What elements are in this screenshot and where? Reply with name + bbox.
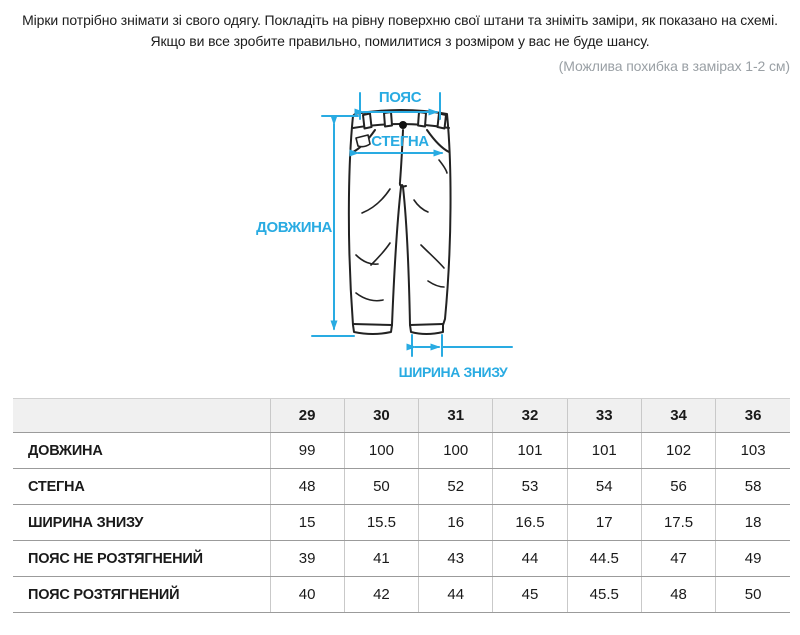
size-column-header: 29 <box>270 399 344 433</box>
table-row <box>13 505 790 541</box>
size-column-header: 32 <box>493 399 567 433</box>
row-label: ДОВЖИНА <box>13 433 270 469</box>
table-cell: 52 <box>419 469 493 505</box>
table-cell: 16.5 <box>493 505 567 541</box>
table-cell: 16 <box>419 505 493 541</box>
table-cell: 44 <box>493 541 567 577</box>
table-cell: 50 <box>716 577 790 613</box>
table-cell: 102 <box>641 433 715 469</box>
table-cell: 100 <box>419 433 493 469</box>
size-table-body <box>13 433 790 613</box>
table-cell: 17 <box>567 505 641 541</box>
size-column-header: 33 <box>567 399 641 433</box>
size-column-header: 30 <box>344 399 418 433</box>
table-cell: 43 <box>419 541 493 577</box>
table-cell: 103 <box>716 433 790 469</box>
row-label: СТЕГНА <box>13 469 270 505</box>
row-label: ПОЯС НЕ РОЗТЯГНЕНИЙ <box>13 541 270 577</box>
row-label: ШИРИНА ЗНИЗУ <box>13 505 270 541</box>
table-cell: 15.5 <box>344 505 418 541</box>
size-column-header: 31 <box>419 399 493 433</box>
row-label: ПОЯС РОЗТЯГНЕНИЙ <box>13 577 270 613</box>
table-row <box>13 433 790 469</box>
table-cell: 100 <box>344 433 418 469</box>
table-cell: 48 <box>270 469 344 505</box>
table-cell: 44.5 <box>567 541 641 577</box>
table-cell: 45 <box>493 577 567 613</box>
table-cell: 40 <box>270 577 344 613</box>
table-cell: 17.5 <box>641 505 715 541</box>
table-cell: 15 <box>270 505 344 541</box>
table-cell: 53 <box>493 469 567 505</box>
pants-diagram-svg <box>240 85 570 393</box>
size-column-header: 34 <box>641 399 715 433</box>
table-cell: 101 <box>567 433 641 469</box>
table-cell: 45.5 <box>567 577 641 613</box>
table-row <box>13 469 790 505</box>
table-cell: 39 <box>270 541 344 577</box>
table-cell: 47 <box>641 541 715 577</box>
table-row <box>13 541 790 577</box>
size-table-corner-cell <box>13 399 270 433</box>
waist-button <box>399 121 407 129</box>
table-cell: 99 <box>270 433 344 469</box>
table-cell: 48 <box>641 577 715 613</box>
table-cell: 54 <box>567 469 641 505</box>
size-table <box>13 398 790 613</box>
tolerance-note: (Можлива похибка в замірах 1-2 см) <box>558 58 790 74</box>
intro-line-2: Якщо ви все зробите правильно, помилитися з розміром у вас не буде шансу. <box>150 33 650 49</box>
waist-label: ПОЯС <box>378 89 422 106</box>
table-cell: 41 <box>344 541 418 577</box>
bottom-width-label: ШИРИНА ЗНИЗУ <box>398 364 508 380</box>
table-cell: 56 <box>641 469 715 505</box>
size-table-header-row <box>13 399 790 433</box>
length-label: ДОВЖИНА <box>256 219 332 236</box>
hips-label: СТЕГНА <box>371 133 429 150</box>
table-cell: 44 <box>419 577 493 613</box>
table-cell: 42 <box>344 577 418 613</box>
table-cell: 50 <box>344 469 418 505</box>
table-cell: 58 <box>716 469 790 505</box>
table-row <box>13 577 790 613</box>
table-cell: 49 <box>716 541 790 577</box>
intro-line-1: Мірки потрібно знімати зі свого одягу. Покладіть на рівну поверхню свої штани та зніміть заміри, як показано на схемі. <box>22 12 778 28</box>
table-cell: 101 <box>493 433 567 469</box>
pants-measurement-diagram <box>240 85 570 393</box>
table-cell: 18 <box>716 505 790 541</box>
size-column-header: 36 <box>716 399 790 433</box>
intro-text <box>0 10 800 52</box>
